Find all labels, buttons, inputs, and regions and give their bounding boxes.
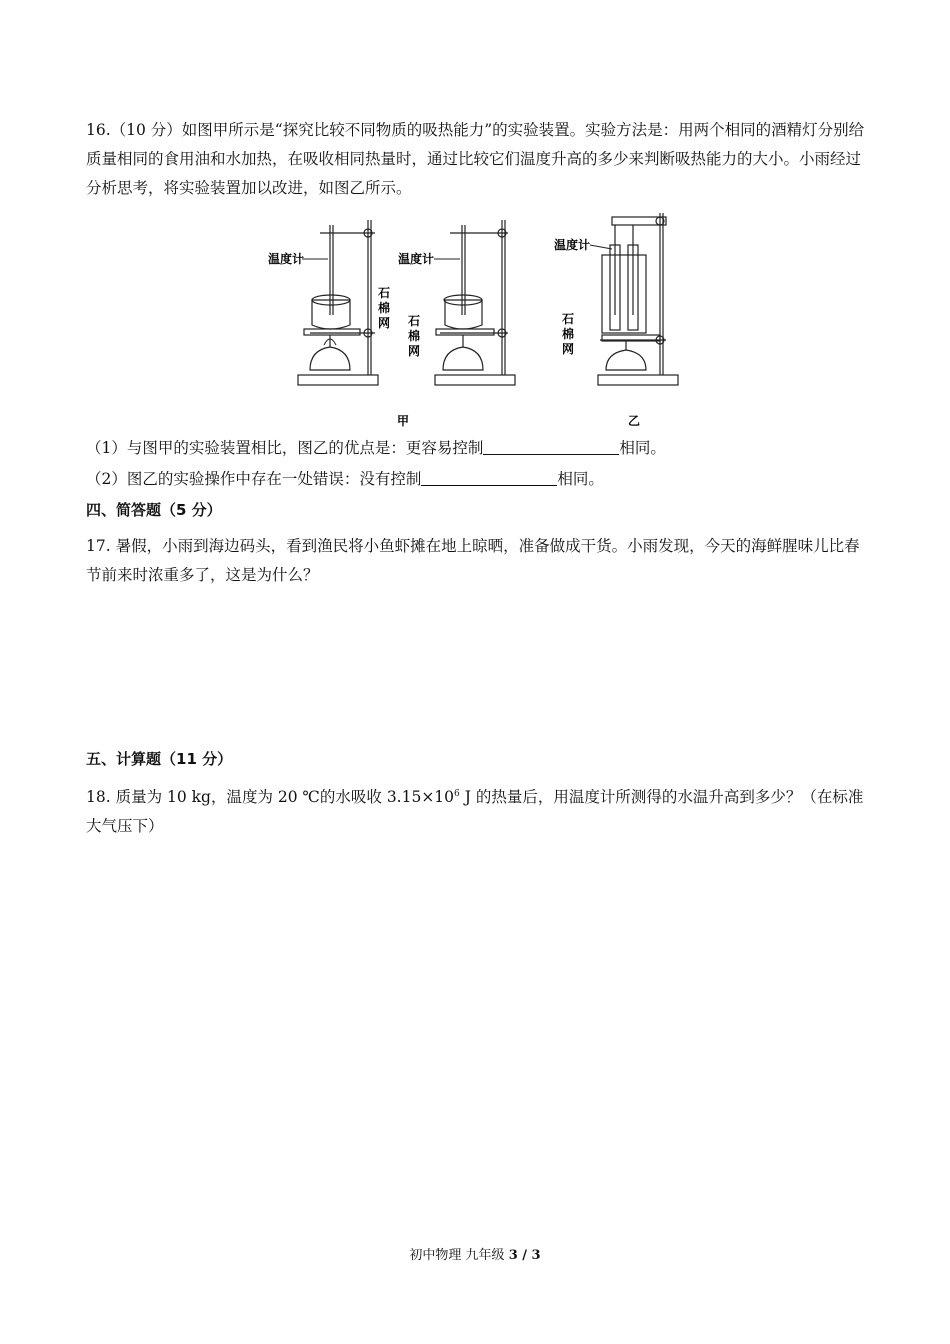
apparatus-yi — [598, 213, 678, 385]
thermometer-label-left: 温度计 — [268, 252, 305, 266]
svg-text:石: 石 — [562, 312, 575, 326]
svg-text:网: 网 — [562, 342, 575, 356]
svg-text:石: 石 — [408, 314, 421, 328]
svg-text:棉: 棉 — [408, 329, 421, 343]
answer-blank-1[interactable] — [483, 438, 619, 455]
question-16-sub1: （1）与图甲的实验装置相比，图乙的优点是：更容易控制 相同。 — [86, 439, 666, 457]
question-17: 17. 暑假，小雨到海边码头，看到渔民将小鱼虾摊在地上晾晒，准备做成干货。小雨发现，今天的海鲜腥味儿比春节前来时浓重多了，这是为什么？ — [86, 537, 860, 584]
apparatus-jia-middle — [435, 220, 515, 385]
caption-yi: 乙 — [628, 414, 641, 428]
svg-text:棉: 棉 — [378, 301, 391, 315]
svg-text:棉: 棉 — [562, 327, 575, 341]
caption-jia: 甲 — [397, 414, 410, 428]
question-18: 18. 质量为 10 kg，温度为 20 ℃的水吸收 $3.15\times 10^6$ J 的热量后，用温度计所测得的水温升高到多少？（在标准大气压下） — [86, 788, 864, 836]
answer-blank-2[interactable] — [421, 469, 557, 486]
page-footer: 初中物理 九年级 3 / 3 — [409, 1248, 541, 1263]
thermometer-label-middle: 温度计 — [398, 252, 435, 266]
section-4-title: 四、简答题（5 分） — [86, 501, 222, 519]
thermometer-label-right: 温度计 — [554, 238, 591, 252]
apparatus-jia-left — [298, 220, 378, 385]
question-16-stem: 16.（10 分）如图甲所示是“探究比较不同物质的吸热能力”的实验装置。实验方法是：用两个相同的酒精灯分别给质量相同的食用油和水加热，在吸收相同热量时，通过比较它们温度升高的多少来判断吸热能力的大小。小雨经过分析思考，将实验装置加以改进，如图乙所示。 — [86, 121, 865, 197]
svg-text:石: 石 — [378, 286, 391, 300]
section-5-title: 五、计算题（11 分） — [86, 750, 233, 768]
experiment-figure — [240, 205, 710, 435]
svg-text:网: 网 — [378, 316, 391, 330]
svg-text:网: 网 — [408, 344, 421, 358]
page-number: 3 / 3 — [508, 1248, 541, 1263]
question-16-sub2: （2）图乙的实验操作中存在一处错误：没有控制 相同。 — [86, 470, 604, 488]
